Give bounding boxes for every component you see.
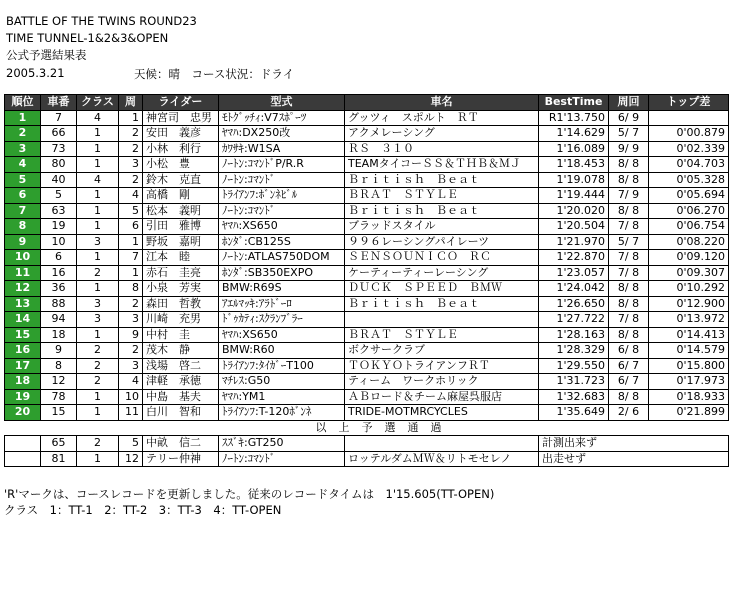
class-lap-cell: 1 — [119, 110, 143, 126]
laps-cell: 6/ 8 — [609, 343, 649, 359]
table-row — [5, 405, 729, 421]
class-lap-cell: 8 — [119, 281, 143, 297]
best-time-cell: 1'22.870 — [539, 250, 609, 266]
rank-cell: 1 — [5, 110, 41, 126]
best-time-cell: 1'29.550 — [539, 358, 609, 374]
gap-cell: 0'21.899 — [649, 405, 729, 421]
rank-cell: 7 — [5, 203, 41, 219]
team-cell: ＳＥＮＳＯＵＮＩＣＯ ＲＣ — [345, 250, 539, 266]
class-cell: 4 — [77, 110, 119, 126]
team-cell: ＤＵＣＫ ＳＰＥＥＤ ＢＭＷ — [345, 281, 539, 297]
team-cell — [345, 436, 539, 452]
class-cell: 1 — [77, 141, 119, 157]
class-cell: 1 — [77, 405, 119, 421]
class-cell: 1 — [77, 389, 119, 405]
car-number-cell: 19 — [41, 219, 77, 235]
weather-conditions: 天候：晴 コース状況：ドライ — [134, 67, 295, 81]
gap-cell: 0'06.754 — [649, 219, 729, 235]
table-row — [5, 250, 729, 266]
gap-cell: 0'04.703 — [649, 157, 729, 173]
rank-cell: 2 — [5, 126, 41, 142]
car-number-cell: 6 — [41, 250, 77, 266]
class-lap-cell: 4 — [119, 188, 143, 204]
laps-cell: 6/ 7 — [609, 358, 649, 374]
team-cell: TEAMタイコーＳＳ＆ＴＨＢ＆ＭＪ — [345, 157, 539, 173]
laps-cell: 2/ 6 — [609, 405, 649, 421]
gap-cell: 0'02.339 — [649, 141, 729, 157]
car-number-cell: 10 — [41, 234, 77, 250]
best-time-cell: 1'27.722 — [539, 312, 609, 328]
class-lap-cell: 7 — [119, 250, 143, 266]
table-row — [5, 188, 729, 204]
class-cell: 2 — [77, 265, 119, 281]
rank-cell: 15 — [5, 327, 41, 343]
laps-cell: 5/ 7 — [609, 234, 649, 250]
team-cell: Ｂｒｉｔｉｓｈ Ｂｅａｔ — [345, 172, 539, 188]
gap-cell: 0'12.900 — [649, 296, 729, 312]
rank-cell: 8 — [5, 219, 41, 235]
column-header: クラス — [77, 95, 119, 111]
gap-cell: 0'05.328 — [649, 172, 729, 188]
table-row — [5, 374, 729, 390]
best-time-cell: 1'28.329 — [539, 343, 609, 359]
table-row — [5, 436, 729, 452]
class-lap-cell: 4 — [119, 374, 143, 390]
table-row — [5, 451, 729, 467]
car-number-cell: 40 — [41, 172, 77, 188]
car-number-cell: 18 — [41, 327, 77, 343]
table-row — [5, 219, 729, 235]
model-cell: ﾔﾏﾊ:XS650 — [219, 327, 345, 343]
best-time-cell: 1'21.970 — [539, 234, 609, 250]
model-cell: ﾄﾗｲｱﾝﾌ:T-120ﾎﾞﾝﾈ — [219, 405, 345, 421]
laps-cell: 8/ 8 — [609, 157, 649, 173]
best-time-cell: R1'13.750 — [539, 110, 609, 126]
rider-cell: 小泉 芳実 — [143, 281, 219, 297]
laps-cell: 8/ 8 — [609, 172, 649, 188]
class-cell: 2 — [77, 358, 119, 374]
class-lap-cell: 3 — [119, 157, 143, 173]
model-cell: ｽｽﾞｷ:GT250 — [219, 436, 345, 452]
team-cell: TRIDE-MOTMRCYCLES — [345, 405, 539, 421]
rank-cell: 13 — [5, 296, 41, 312]
gap-cell: 0'00.879 — [649, 126, 729, 142]
class-lap-cell: 3 — [119, 358, 143, 374]
laps-cell: 7/ 8 — [609, 312, 649, 328]
team-cell — [345, 312, 539, 328]
car-number-cell: 94 — [41, 312, 77, 328]
rider-cell: 赤石 圭亮 — [143, 265, 219, 281]
best-time-cell: 1'18.453 — [539, 157, 609, 173]
car-number-cell: 16 — [41, 265, 77, 281]
class-lap-cell: 2 — [119, 296, 143, 312]
model-cell: ｶﾜｻｷ:W1SA — [219, 141, 345, 157]
model-cell: ﾉｰﾄﾝ:ｺﾏﾝﾄﾞ — [219, 172, 345, 188]
best-time-cell: 1'24.042 — [539, 281, 609, 297]
header-row — [5, 95, 729, 111]
laps-cell: 8/ 8 — [609, 389, 649, 405]
table-row — [5, 265, 729, 281]
table-row — [5, 343, 729, 359]
event-date: 2005.3.21 — [6, 66, 65, 80]
rider-cell: 江本 睦 — [143, 250, 219, 266]
best-time-cell: 1'28.163 — [539, 327, 609, 343]
document-title: 公式予選結果表 — [6, 48, 87, 62]
column-header: 車名 — [345, 95, 539, 111]
table-row — [5, 126, 729, 142]
class-lap-cell: 2 — [119, 343, 143, 359]
rider-cell: 中畝 信二 — [143, 436, 219, 452]
model-cell: ﾉｰﾄﾝ:ｺﾏﾝﾄﾞ — [219, 451, 345, 467]
rank-cell: 19 — [5, 389, 41, 405]
laps-cell: 7/ 8 — [609, 250, 649, 266]
model-cell: ｱｴﾙﾏｯｷ:ｱﾗﾄﾞｰﾛ — [219, 296, 345, 312]
team-cell: ロッテルダムＭＷ＆リトモセレノ — [345, 451, 539, 467]
model-cell: ﾉｰﾄﾝ:ｺﾏﾝﾄﾞ — [219, 203, 345, 219]
class-cell: 1 — [77, 327, 119, 343]
car-number-cell: 66 — [41, 126, 77, 142]
class-lap-cell: 1 — [119, 234, 143, 250]
event-title: BATTLE OF THE TWINS ROUND23 — [6, 14, 197, 28]
car-number-cell: 81 — [41, 451, 77, 467]
rank-cell: 12 — [5, 281, 41, 297]
event-subtitle: TIME TUNNEL-1&2&3&OPEN — [6, 31, 169, 45]
best-time-cell: 1'19.444 — [539, 188, 609, 204]
gap-cell: 0'10.292 — [649, 281, 729, 297]
rank-cell — [5, 436, 41, 452]
table-row — [5, 296, 729, 312]
class-lap-cell: 2 — [119, 141, 143, 157]
class-cell: 2 — [77, 343, 119, 359]
laps-cell: 7/ 9 — [609, 188, 649, 204]
column-header: BestTime — [539, 95, 609, 111]
best-time-cell: 1'32.683 — [539, 389, 609, 405]
rank-cell: 10 — [5, 250, 41, 266]
table-row — [5, 203, 729, 219]
gap-cell: 0'17.973 — [649, 374, 729, 390]
rider-cell: 小松 豊 — [143, 157, 219, 173]
team-cell: Ｂｒｉｔｉｓｈ Ｂｅａｔ — [345, 296, 539, 312]
best-time-cell: 1'23.057 — [539, 265, 609, 281]
model-cell: BMW:R60 — [219, 343, 345, 359]
laps-cell: 8/ 8 — [609, 203, 649, 219]
table-row — [5, 157, 729, 173]
class-lap-cell: 2 — [119, 172, 143, 188]
status-cell: 出走せず — [539, 451, 729, 467]
results-table — [4, 94, 729, 467]
rider-cell: 松本 義明 — [143, 203, 219, 219]
car-number-cell: 78 — [41, 389, 77, 405]
rider-cell: 茂木 静 — [143, 343, 219, 359]
gap-cell: 0'09.120 — [649, 250, 729, 266]
rider-cell: 安田 義彦 — [143, 126, 219, 142]
column-header: ライダー — [143, 95, 219, 111]
team-cell: ＲＳ ３１０ — [345, 141, 539, 157]
team-cell: ケーティーティーレーシング — [345, 265, 539, 281]
rider-cell: 鈴木 克直 — [143, 172, 219, 188]
class-cell: 4 — [77, 172, 119, 188]
column-header: 型式 — [219, 95, 345, 111]
best-time-cell: 1'14.629 — [539, 126, 609, 142]
team-cell: ＢＲＡＴ ＳＴＹＬＥ — [345, 327, 539, 343]
rider-cell: 白川 智和 — [143, 405, 219, 421]
team-cell: ＢＲＡＴ ＳＴＹＬＥ — [345, 188, 539, 204]
team-cell: アクメレーシング — [345, 126, 539, 142]
table-row — [5, 358, 729, 374]
best-time-cell: 1'20.020 — [539, 203, 609, 219]
table-row — [5, 172, 729, 188]
class-cell: 1 — [77, 126, 119, 142]
laps-cell: 8/ 8 — [609, 327, 649, 343]
class-cell: 1 — [77, 281, 119, 297]
laps-cell: 8/ 8 — [609, 296, 649, 312]
best-time-cell: 1'20.504 — [539, 219, 609, 235]
car-number-cell: 5 — [41, 188, 77, 204]
car-number-cell: 73 — [41, 141, 77, 157]
gap-cell: 0'14.579 — [649, 343, 729, 359]
rank-cell: 14 — [5, 312, 41, 328]
team-cell: ティーム ワークホリック — [345, 374, 539, 390]
class-cell: 1 — [77, 451, 119, 467]
model-cell: ﾉｰﾄﾝ:ATLAS750DOM — [219, 250, 345, 266]
model-cell: BMW:R69S — [219, 281, 345, 297]
rider-cell: 浅場 啓二 — [143, 358, 219, 374]
rank-cell: 16 — [5, 343, 41, 359]
table-row — [5, 281, 729, 297]
class-lap-cell: 5 — [119, 203, 143, 219]
class-lap-cell: 3 — [119, 312, 143, 328]
best-time-cell: 1'35.649 — [539, 405, 609, 421]
class-cell: 1 — [77, 203, 119, 219]
separator-row — [5, 420, 729, 436]
rider-cell: 高橋 剛 — [143, 188, 219, 204]
car-number-cell: 9 — [41, 343, 77, 359]
separator-label: 以上予選通過 — [41, 420, 729, 436]
model-cell: ﾄﾞｩｶﾃｨ:ｽｸﾗﾝﾌﾞﾗｰ — [219, 312, 345, 328]
model-cell: ﾎﾝﾀﾞ:CB125S — [219, 234, 345, 250]
car-number-cell: 8 — [41, 358, 77, 374]
best-time-cell: 1'31.723 — [539, 374, 609, 390]
team-cell: ９９６レーシングパイレーツ — [345, 234, 539, 250]
class-lap-cell: 9 — [119, 327, 143, 343]
rider-cell: 中島 基夫 — [143, 389, 219, 405]
table-row — [5, 327, 729, 343]
model-cell: ﾔﾏﾊ:YM1 — [219, 389, 345, 405]
results-body — [5, 110, 729, 467]
best-time-cell: 1'19.078 — [539, 172, 609, 188]
team-cell: ＴＯＫＹＯトライアンフＲＴ — [345, 358, 539, 374]
table-row — [5, 110, 729, 126]
rank-cell: 3 — [5, 141, 41, 157]
class-lap-cell: 6 — [119, 219, 143, 235]
column-header: 周回 — [609, 95, 649, 111]
class-cell: 3 — [77, 312, 119, 328]
class-lap-cell: 11 — [119, 405, 143, 421]
class-lap-cell: 10 — [119, 389, 143, 405]
table-row — [5, 389, 729, 405]
gap-cell: 0'06.270 — [649, 203, 729, 219]
laps-cell: 8/ 8 — [609, 281, 649, 297]
rank-cell: 18 — [5, 374, 41, 390]
laps-cell: 5/ 7 — [609, 126, 649, 142]
class-cell: 3 — [77, 234, 119, 250]
separator-blank — [5, 420, 41, 436]
laps-cell: 9/ 9 — [609, 141, 649, 157]
rank-cell: 5 — [5, 172, 41, 188]
model-cell: ﾓﾄｸﾞｯﾁｨ:V7ｽﾎﾟｰﾂ — [219, 110, 345, 126]
rider-cell: 中村 圭 — [143, 327, 219, 343]
model-cell: ﾏﾁﾚｽ:G50 — [219, 374, 345, 390]
team-cell: Ｂｒｉｔｉｓｈ Ｂｅａｔ — [345, 203, 539, 219]
gap-cell: 0'08.220 — [649, 234, 729, 250]
table-row — [5, 234, 729, 250]
record-note: 'R'マークは、コースレコードを更新しました。従来のレコードタイムは 1'15.605(TT-OPEN) — [4, 487, 495, 501]
rank-cell: 11 — [5, 265, 41, 281]
model-cell: ﾔﾏﾊ:DX250改 — [219, 126, 345, 142]
rank-cell: 17 — [5, 358, 41, 374]
gap-cell: 0'15.800 — [649, 358, 729, 374]
rank-cell — [5, 451, 41, 467]
column-header: 周 — [119, 95, 143, 111]
car-number-cell: 88 — [41, 296, 77, 312]
status-cell: 計測出来ず — [539, 436, 729, 452]
laps-cell: 6/ 7 — [609, 374, 649, 390]
class-lap-cell: 5 — [119, 436, 143, 452]
laps-cell: 6/ 9 — [609, 110, 649, 126]
class-cell: 3 — [77, 296, 119, 312]
best-time-cell: 1'16.089 — [539, 141, 609, 157]
team-cell: ボクサークラブ — [345, 343, 539, 359]
rider-cell: 神宮司 忠男 — [143, 110, 219, 126]
rider-cell: テリー仲神 — [143, 451, 219, 467]
rank-cell: 9 — [5, 234, 41, 250]
gap-cell: 0'18.933 — [649, 389, 729, 405]
model-cell: ﾄﾗｲｱﾝﾌ:ﾎﾞﾝﾈﾋﾞﾙ — [219, 188, 345, 204]
team-cell: ＡＢロード＆チーム麻屋呉服店 — [345, 389, 539, 405]
laps-cell: 7/ 8 — [609, 219, 649, 235]
laps-cell: 7/ 8 — [609, 265, 649, 281]
car-number-cell: 15 — [41, 405, 77, 421]
column-header: 車番 — [41, 95, 77, 111]
model-cell: ﾎﾝﾀﾞ:SB350EXPO — [219, 265, 345, 281]
rank-cell: 20 — [5, 405, 41, 421]
rider-cell: 川崎 充男 — [143, 312, 219, 328]
rank-cell: 6 — [5, 188, 41, 204]
best-time-cell: 1'26.650 — [539, 296, 609, 312]
rider-cell: 森田 哲教 — [143, 296, 219, 312]
team-cell: グッツィ スポルト ＲＴ — [345, 110, 539, 126]
class-cell: 1 — [77, 157, 119, 173]
car-number-cell: 63 — [41, 203, 77, 219]
class-cell: 1 — [77, 250, 119, 266]
class-cell: 1 — [77, 188, 119, 204]
rider-cell: 野坂 嘉明 — [143, 234, 219, 250]
class-legend: クラス 1：TT-1 2：TT-2 3：TT-3 4：TT-OPEN — [4, 503, 282, 517]
column-header: 順位 — [5, 95, 41, 111]
gap-cell: 0'14.413 — [649, 327, 729, 343]
car-number-cell: 80 — [41, 157, 77, 173]
class-cell: 2 — [77, 436, 119, 452]
model-cell: ﾉｰﾄﾝ:ｺﾏﾝﾄﾞP/R.R — [219, 157, 345, 173]
gap-cell — [649, 110, 729, 126]
rider-cell: 引田 雅博 — [143, 219, 219, 235]
class-lap-cell: 2 — [119, 126, 143, 142]
model-cell: ﾄﾗｲｱﾝﾌ:ﾀｲｶﾞｰT100 — [219, 358, 345, 374]
car-number-cell: 36 — [41, 281, 77, 297]
class-cell: 2 — [77, 374, 119, 390]
car-number-cell: 65 — [41, 436, 77, 452]
car-number-cell: 7 — [41, 110, 77, 126]
column-header: トップ差 — [649, 95, 729, 111]
gap-cell: 0'09.307 — [649, 265, 729, 281]
table-row — [5, 312, 729, 328]
gap-cell: 0'13.972 — [649, 312, 729, 328]
rider-cell: 津軽 承徳 — [143, 374, 219, 390]
team-cell: ブラッドスタイル — [345, 219, 539, 235]
rider-cell: 小林 利行 — [143, 141, 219, 157]
car-number-cell: 12 — [41, 374, 77, 390]
class-cell: 1 — [77, 219, 119, 235]
gap-cell: 0'05.694 — [649, 188, 729, 204]
rank-cell: 4 — [5, 157, 41, 173]
model-cell: ﾔﾏﾊ:XS650 — [219, 219, 345, 235]
class-lap-cell: 12 — [119, 451, 143, 467]
table-row — [5, 141, 729, 157]
class-lap-cell: 1 — [119, 265, 143, 281]
